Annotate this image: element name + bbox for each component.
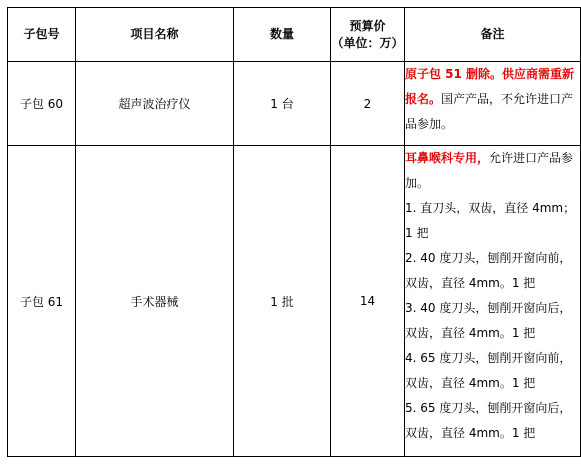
cell-remarks xyxy=(405,146,581,457)
header-remarks: 备注 xyxy=(405,8,581,62)
cell-item-name: 手术器械 xyxy=(76,146,234,457)
table-header xyxy=(8,8,581,62)
cell-quantity: 1 台 xyxy=(234,62,331,146)
remark-item-1: 1. 直刀头，双齿，直径 4mm；1 把 xyxy=(405,201,576,240)
header-budget-label: 预算价 xyxy=(349,18,386,33)
table-row xyxy=(8,146,581,457)
header-budget-unit: （单位：万） xyxy=(331,35,404,50)
cell-item-name: 超声波治疗仪 xyxy=(76,62,234,146)
cell-sub-package: 子包 61 xyxy=(8,146,76,457)
cell-sub-package: 子包 60 xyxy=(8,62,76,146)
remark-text: 允许进口产品参加。 xyxy=(405,151,574,190)
remark-highlight: 耳鼻喉科专用， xyxy=(405,151,490,165)
cell-quantity: 1 批 xyxy=(234,146,331,457)
remark-highlight: 原子包 51 删除。供应商需重新报名。 xyxy=(405,67,575,106)
cell-budget: 2 xyxy=(331,62,405,146)
remark-item-5: 5. 65 度刀头，刨削开窗向后，双齿，直径 4mm。1 把 xyxy=(405,401,572,440)
procurement-table xyxy=(7,7,581,457)
header-sub-package: 子包号 xyxy=(8,8,76,62)
header-row xyxy=(8,8,581,62)
header-budget xyxy=(331,8,405,62)
header-item-name: 项目名称 xyxy=(76,8,234,62)
remark-text: 国产产品，不允许进口产品参加。 xyxy=(405,92,574,131)
remark-item-4: 4. 65 度刀头，刨削开窗向前，双齿，直径 4mm。1 把 xyxy=(405,351,572,390)
remark-item-2: 2. 40 度刀头，刨削开窗向前，双齿，直径 4mm。1 把 xyxy=(405,251,572,290)
header-quantity: 数量 xyxy=(234,8,331,62)
remark-intro xyxy=(405,146,580,196)
remark-item-3: 3. 40 度刀头，刨削开窗向后，双齿，直径 4mm。1 把 xyxy=(405,301,572,340)
cell-budget: 14 xyxy=(331,146,405,457)
cell-remarks xyxy=(405,62,581,146)
table-row xyxy=(8,62,581,146)
